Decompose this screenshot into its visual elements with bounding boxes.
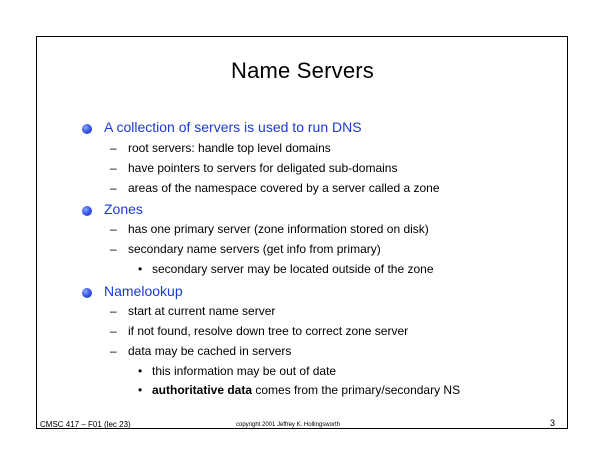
list-item: root servers: handle top level domains — [128, 141, 331, 155]
list-item: areas of the namespace covered by a server called a zone — [128, 181, 440, 195]
bullet-heading: Namelookup — [104, 283, 183, 299]
dot-icon: • — [138, 364, 143, 378]
list-item: this information may be out of date — [152, 364, 337, 378]
bullet-heading: Zones — [104, 201, 143, 217]
bullet-icon — [82, 206, 92, 216]
list-item-text: comes from the primary/secondary NS — [252, 383, 461, 397]
bullet-heading: A collection of servers is used to run DNS — [104, 119, 362, 135]
bullet-icon — [82, 124, 92, 134]
list-item: have pointers to servers for deligated sub-domains — [128, 161, 398, 175]
dash-icon: – — [110, 141, 117, 155]
dash-icon: – — [110, 161, 117, 175]
dash-icon: – — [110, 242, 117, 256]
page-number: 3 — [550, 418, 556, 428]
course-label: CMSC 417 – F01 (lec 23) — [40, 420, 131, 429]
dot-icon: • — [138, 262, 143, 276]
dash-icon: – — [110, 181, 117, 195]
list-item: secondary server may be located outside of the zone — [152, 262, 434, 276]
list-item: start at current name server — [128, 304, 276, 318]
list-item: data may be cached in servers — [128, 344, 292, 358]
list-item: secondary name servers (get info from primary) — [128, 242, 381, 256]
bullet-icon — [82, 288, 92, 298]
slide-title: Name Servers — [231, 58, 374, 83]
list-item: if not found, resolve down tree to correct zone server — [128, 324, 409, 338]
dash-icon: – — [110, 222, 117, 236]
list-item: has one primary server (zone information stored on disk) — [128, 222, 429, 236]
emphasis-text: authoritative data — [152, 383, 253, 397]
dash-icon: – — [110, 304, 117, 318]
dash-icon: – — [110, 344, 117, 358]
dash-icon: – — [110, 324, 117, 338]
list-item — [152, 383, 460, 397]
copyright-text: copyright 2001 Jeffrey K. Hollingsworth — [236, 422, 340, 428]
dot-icon: • — [138, 383, 143, 397]
